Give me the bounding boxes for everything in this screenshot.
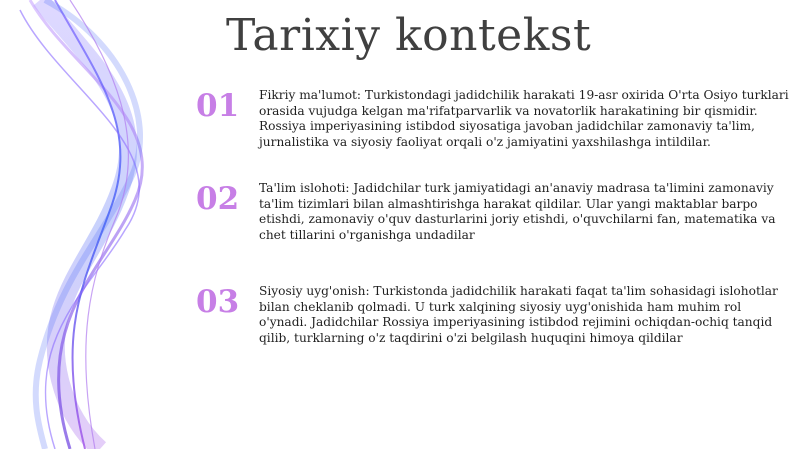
item-number: 02	[196, 181, 240, 217]
item-number: 03	[196, 284, 240, 320]
item-text: Fikriy ma'lumot: Turkistondagi jadidchilik harakati 19-asr oxirida O'rta Osiyo turklari orasida vujudga kelgan ma'rifatparvarlik va novatorlik harakatining bir qismidir. Rossiya imperiyasining istibdod siyosatiga javoban jadidchilar zamonaviy ta'lim, jurnalistika va siyosiy faoliyat orqali o'z jamiyatini yaxshilashga intildilar.	[259, 88, 789, 149]
item-text: Siyosiy uyg'onish: Turkistonda jadidchilik harakati faqat ta'lim sohasidagi islohotlar bilan cheklanib qolmadi. U turk xalqining siyosiy uyg'onishida ham muhim rol o'ynadi. Jadidchilar Rossiya imperiyasining istibdod rejimini ochiqdan-ochiq tanqid qilib, turklarning o'z taqdirini o'zi belgilash huquqini himoya qildilar	[259, 284, 778, 345]
slide-title: Tarixiy kontekst	[226, 10, 592, 61]
item-text: Ta'lim islohoti: Jadidchilar turk jamiyatidagi an'anaviy madrasa ta'limini zamonaviy ta'lim tizimlari bilan almashtirishga harakat qildilar. Ular yangi maktablar barpo etishdi, zamonaviy o'quv dasturlarini joriy etishdi, o'quvchilarni fan, matematika va chet tillarini o'rganishga undadilar	[259, 181, 776, 242]
item-number: 01	[196, 88, 240, 124]
decorative-smoke-wave	[0, 0, 200, 449]
